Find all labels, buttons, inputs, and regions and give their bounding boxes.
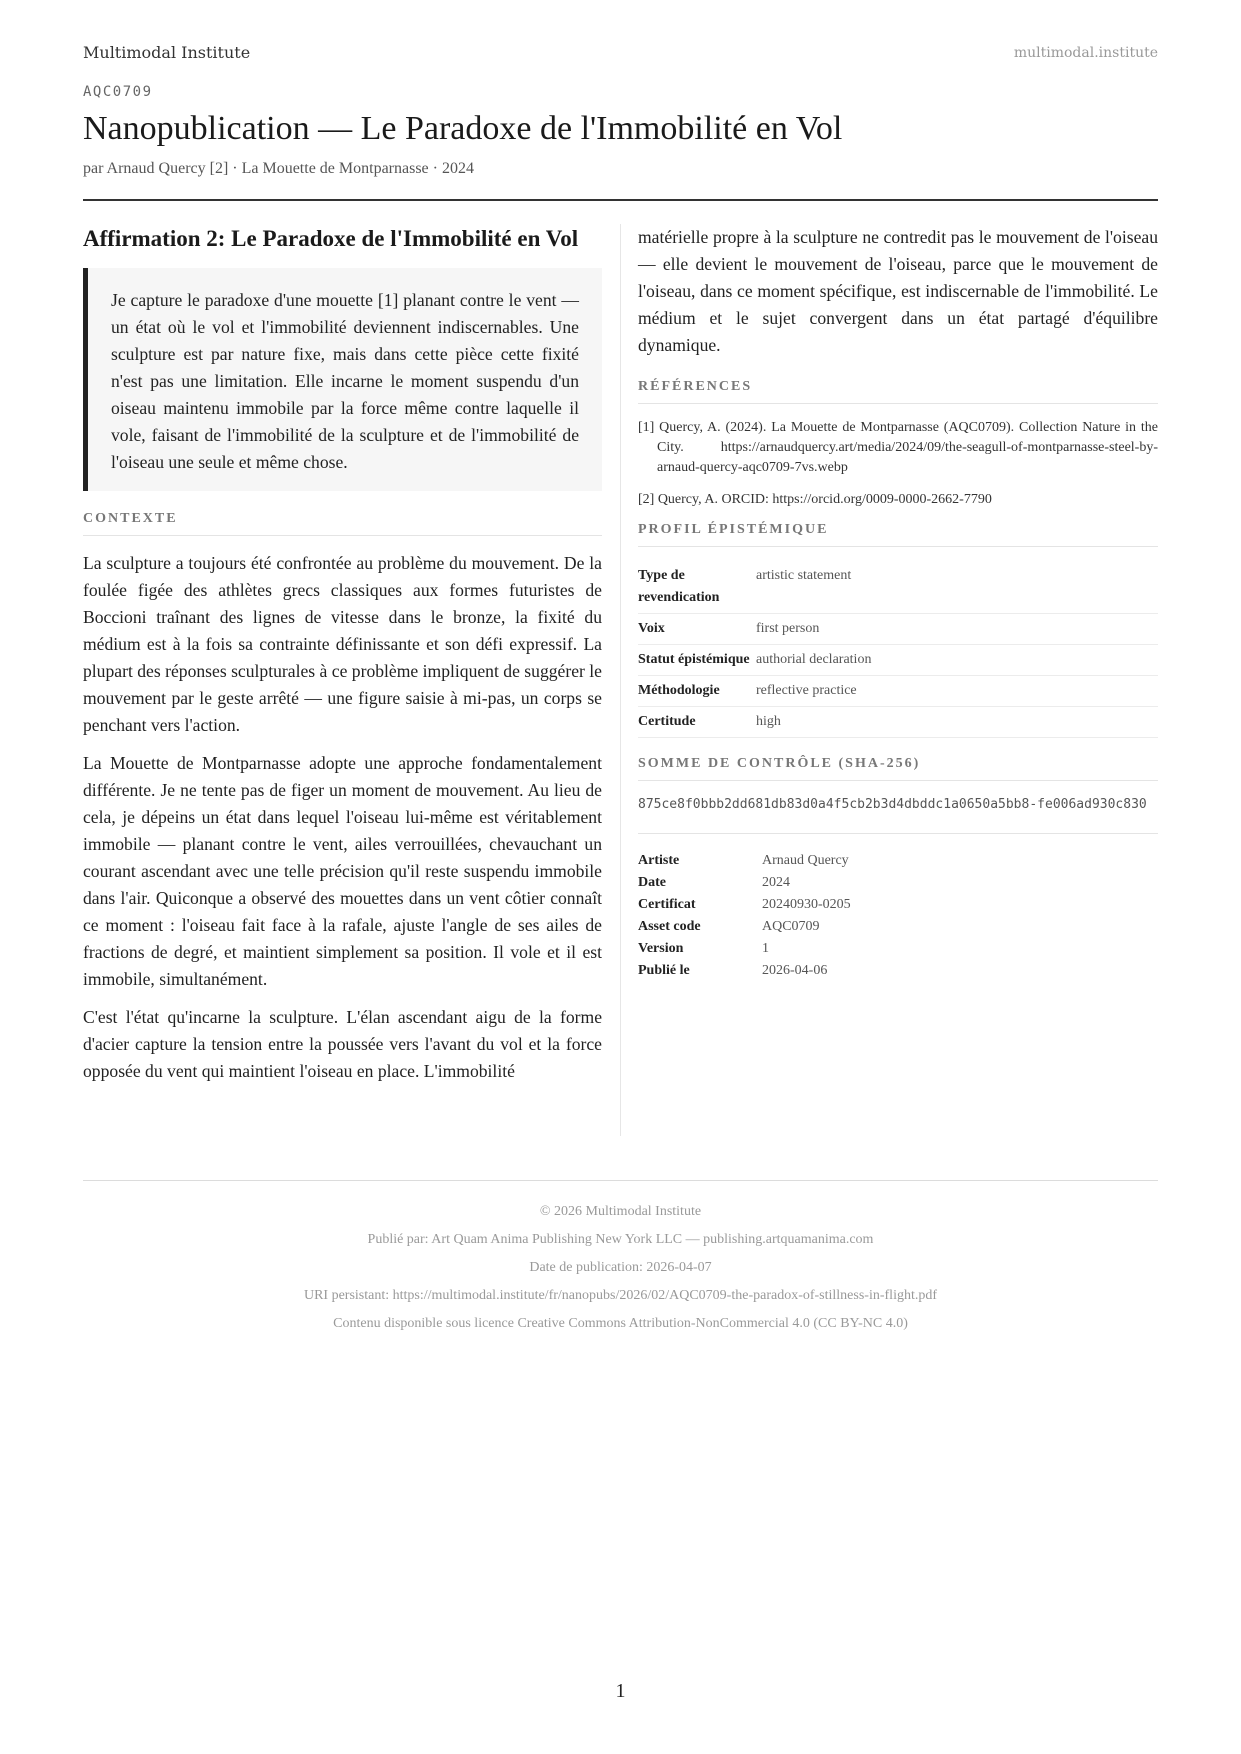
checksum-heading: SOMME DE CONTRÔLE (SHA-256): [638, 756, 1158, 781]
profile-row: [638, 676, 1158, 707]
header-divider: [83, 199, 1158, 201]
metadata-key: Version: [638, 941, 684, 956]
metadata-value: Arnaud Quercy: [762, 853, 849, 868]
metadata-value: AQC0709: [762, 919, 820, 934]
metadata-key: Certificat: [638, 897, 696, 912]
metadata-row: [638, 872, 1158, 894]
institute-name: Multimodal Institute: [83, 43, 251, 62]
profile-value: first person: [756, 614, 1158, 645]
claim-quote: [83, 268, 602, 491]
context-continuation: matérielle propre à la sculpture ne contredit pas le mouvement de l'oiseau — elle devient le mouvement de l'oiseau, parce que le mouvement de l'oiseau, dans ce moment spécifique, est indiscernable de l'immobilité. Le médium et le sujet convergent dans un état partagé d'équilibre dynamique.: [638, 227, 1158, 355]
profile-key: Voix: [638, 614, 756, 645]
profile-key: Certitude: [638, 707, 756, 738]
metadata-key: Publié le: [638, 963, 690, 978]
page-footer: [83, 1198, 1158, 1338]
column-divider: [620, 224, 621, 1136]
checksum-value: 875ce8f0bbb2dd681db83d0a4f5cb2b3d4dbddc1a0650a5bb8-fe006ad930c830: [638, 795, 1158, 834]
byline: par Arnaud Quercy [2] · La Mouette de Montparnasse · 2024: [83, 160, 474, 177]
references-heading: RÉFÉRENCES: [638, 379, 1158, 404]
context-paragraph: La Mouette de Montparnasse adopte une approche fondamentalement différente. Je ne tente pas de figer un moment de mouvement. Au lieu de cela, je dépeins un état dans lequel l'oiseau lui-même est véritablement immobile — planant contre le vent, ailes verrouillées, chevauchant un courant ascendant avec une telle précision qu'il reste suspendu immobile dans l'air. Quiconque a observé des mouettes dans un vent côtier connaît ce moment : l'oiseau fait face à la rafale, ajuste l'angle de ses ailes de fractions de degré, et maintient simplement sa position. Il vole et il est immobile, simultanément.: [83, 753, 602, 989]
profile-row: [638, 645, 1158, 676]
footer-persistent-uri: URI persistant: https://multimodal.institute/fr/nanopubs/2026/02/AQC0709-the-paradox-of-stillness-in-flight.pdf: [303, 1288, 938, 1303]
page-number: 1: [615, 1680, 626, 1702]
page-header: [83, 43, 1158, 69]
context-heading: CONTEXTE: [83, 511, 602, 536]
right-column: [638, 224, 1158, 982]
asset-id: AQC0709: [83, 84, 153, 100]
context-paragraph: La sculpture a toujours été confrontée au problème du mouvement. De la foulée figée des athlètes grecs classiques aux formes futuristes de Boccioni traînant des lignes de vitesse dans le bronze, la fixité du médium est à la fois sa contrainte définissante et son défi expressif. La plupart des réponses sculpturales à ce problème impliquent de suggérer le mouvement par le geste arrêté — une figure saisie à mi-pas, un corps se penchant vers l'action.: [83, 553, 602, 735]
footer-license: Contenu disponible sous licence Creative Commons Attribution-NonCommercial 4.0 (CC BY-NC 4.0): [333, 1316, 908, 1331]
metadata-value: 1: [762, 941, 769, 956]
context-paragraph: C'est l'état qu'incarne la sculpture. L'élan ascendant aigu de la forme d'acier capture la tension entre la poussée vers l'avant du vol et la force opposée du vent qui maintient l'oiseau en place. L'immobilité: [83, 1007, 602, 1081]
profile-key: Méthodologie: [638, 676, 756, 707]
metadata-row: [638, 938, 1158, 960]
reference-item: [1] Quercy, A. (2024). La Mouette de Montparnasse (AQC0709). Collection Nature in the City. https://arnaudquercy.art/media/2024/09/the-seagull-of-montparnasse-steel-by-arnaud-quercy-aqc0709-7vs.webp: [638, 420, 1158, 475]
metadata-value: 20240930-0205: [762, 897, 851, 912]
claim-title: Affirmation 2: Le Paradoxe de l'Immobilité en Vol: [83, 226, 579, 251]
profile-value: authorial declaration: [756, 645, 1158, 676]
epistemic-profile-heading: PROFIL ÉPISTÉMIQUE: [638, 522, 1158, 547]
footer-divider: [83, 1180, 1158, 1181]
metadata-row: [638, 960, 1158, 982]
metadata-key: Asset code: [638, 919, 701, 934]
metadata-key: Date: [638, 875, 666, 890]
footer-publisher: Publié par: Art Quam Anima Publishing New York LLC — publishing.artquamanima.com: [367, 1232, 874, 1247]
claim-quote-text: Je capture le paradoxe d'une mouette [1] planant contre le vent — un état où le vol et l'immobilité deviennent indiscernables. Une sculpture est par nature fixe, mais dans cette pièce cette fixité n'est pas une limitation. Elle incarne le moment suspendu d'un oiseau maintenu immobile par la force même contre laquelle il vole, faisant de l'immobilité de la sculpture et de l'immobilité de l'oiseau une seule et même chose.: [111, 290, 579, 472]
profile-row: [638, 614, 1158, 645]
references-list: [638, 418, 1158, 510]
profile-row: [638, 561, 1158, 614]
profile-key: Statut épistémique: [638, 645, 756, 676]
profile-value: reflective practice: [756, 676, 1158, 707]
epistemic-profile-table: [638, 561, 1158, 738]
institute-site: multimodal.institute: [1013, 45, 1158, 61]
metadata-value: 2026-04-06: [762, 963, 828, 978]
profile-value: high: [756, 707, 1158, 738]
left-column: [83, 224, 602, 1096]
metadata-row: [638, 916, 1158, 938]
footer-copyright: © 2026 Multimodal Institute: [539, 1204, 702, 1219]
metadata-row: [638, 850, 1158, 872]
document-page: [83, 0, 1158, 1754]
page-title: Nanopublication — Le Paradoxe de l'Immobilité en Vol: [83, 110, 843, 147]
profile-row: [638, 707, 1158, 738]
profile-value: artistic statement: [756, 561, 1158, 614]
profile-key: Type de revendication: [638, 561, 756, 614]
reference-item: [2] Quercy, A. ORCID: https://orcid.org/0009-0000-2662-7790: [638, 492, 992, 507]
metadata-value: 2024: [762, 875, 790, 890]
metadata-row: [638, 894, 1158, 916]
metadata-key: Artiste: [638, 853, 680, 868]
footer-publication-date: Date de publication: 2026-04-07: [529, 1260, 712, 1275]
metadata-table: [638, 850, 1158, 982]
